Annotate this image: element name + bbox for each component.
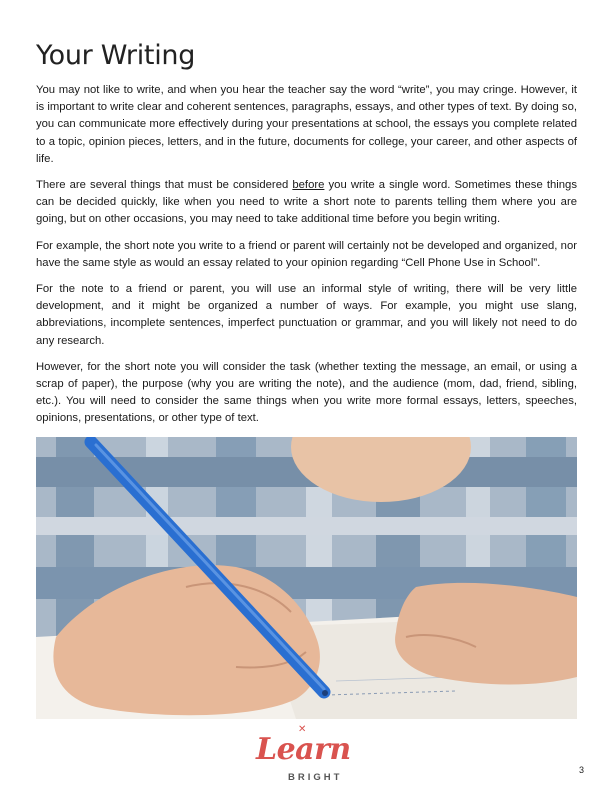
paragraph-5: However, for the short note you will consider the task (whether texting the message, an email, or using a scrap of paper), the purpose (why you are writing the note), and the audience (mom, dad, friend, sibling, etc.). You will need to consider the same things when you write more formal essays, letters, speeches, opinions, presentations, or other type of text. [36, 360, 577, 425]
sparkle-icon: ✕ [298, 724, 307, 735]
page-number: 3 [579, 765, 585, 775]
student-writing-photo [36, 437, 577, 719]
paragraph-3: For example, the short note you write to a friend or parent will certainly not be developed and organized, nor have the same style as would an essay related to your opinion regarding “Cell Phone Use in School”. [36, 239, 577, 269]
paragraph-2-end: you write a single word. Sometimes these things can be decided quickly, like when you need to write a short note to parents telling them where you are going, but on other occasions, you may need to take additional time before you begin writing. [36, 179, 577, 226]
paragraph-1: You may not like to write, and when you hear the teacher say the word “write”, you may cringe. However, it is important to write clear and coherent sentences, paragraphs, essays, and other types of text. By doing so, you can communicate more effectively during your presentations at school, the essays you complete related to a topic, opinion pieces, letters, and in the future, documents for college, your career, and other aspects of life. [36, 84, 577, 165]
logo-word: Learn [256, 732, 351, 767]
logo-subtitle: BRIGHT [288, 772, 343, 783]
paragraph-4: For the note to a friend or parent, you will use an informal style of writing, there will be very little development, and it might be organized a number of ways. For example, you might use slang, abbreviations, incomplete sentences, imperfect punctuation or grammar, and you will likely not need to do any research. [36, 283, 577, 347]
learn-bright-logo [250, 724, 362, 786]
paragraph-2 [36, 177, 577, 229]
page-title: Your Writing [36, 40, 196, 71]
body-text [36, 82, 577, 480]
underlined-before: before [292, 179, 325, 192]
paragraph-2-start: There are several things that must be considered [36, 179, 293, 192]
